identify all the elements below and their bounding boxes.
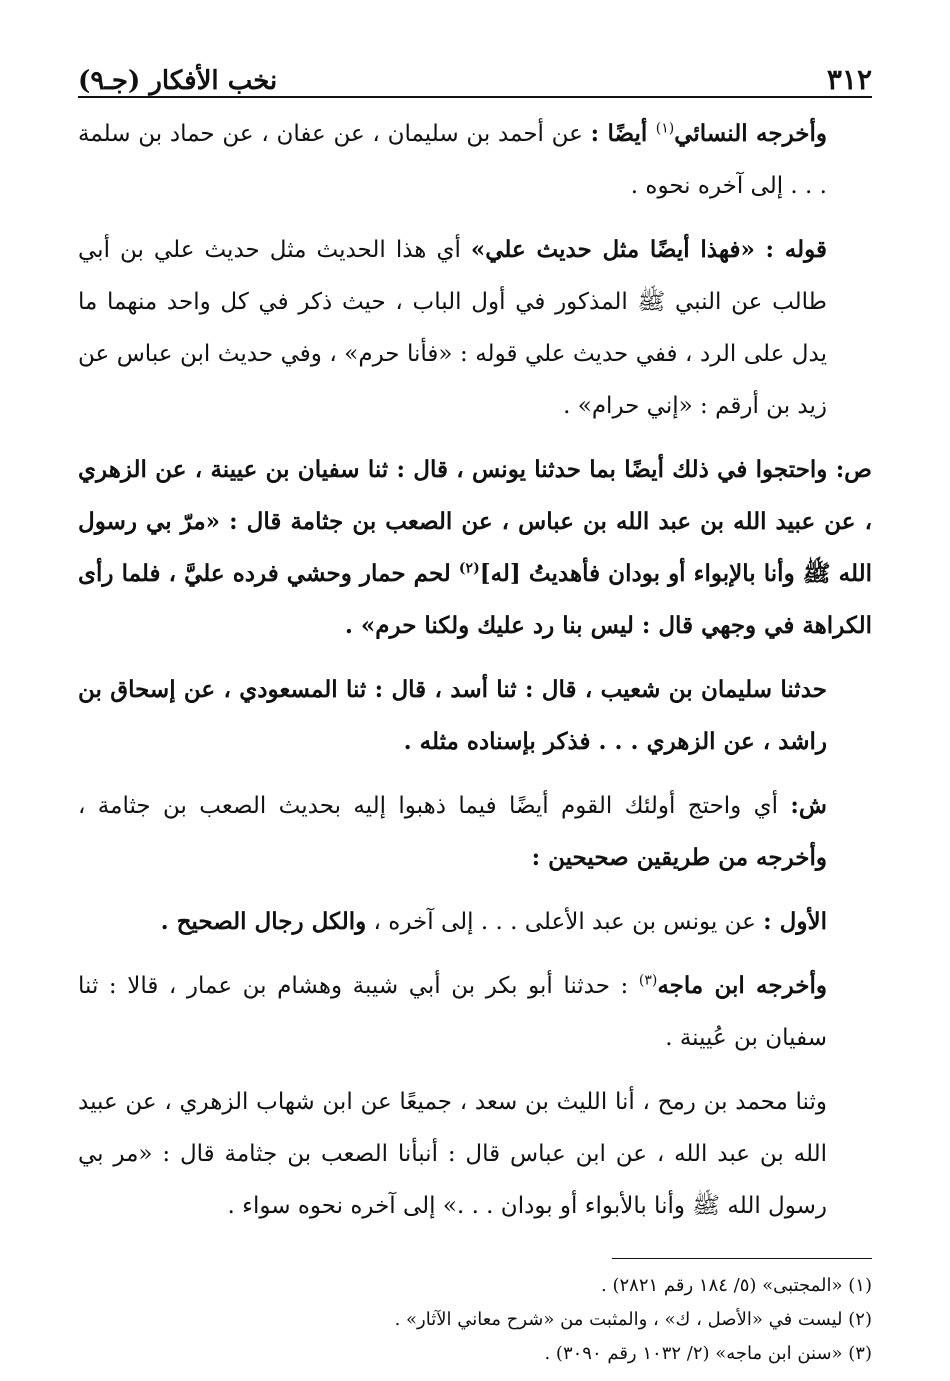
paragraph-sulayman: [78, 664, 872, 768]
phrase-bold: الأول :: [763, 908, 827, 935]
phrase-bold: والكل رجال الصحيح .: [160, 908, 367, 935]
footnote-2: (٢) ليست في «الأصل ، ك» ، والمثبت من «شرح معاني الآثار» .: [394, 1309, 872, 1330]
phrase-bold: قوله : «فهذا أيضًا مثل حديث علي»: [470, 236, 827, 263]
phrase-bold: وأخرجه ابن ماجه: [657, 972, 827, 999]
paragraph-first-chain: [78, 896, 872, 948]
page-number: ٣١٢: [826, 63, 872, 96]
phrase: لحم حمار وحشي فرده عليَّ ، فلما رأى الكراهة في وجهي قال : ليس بنا رد عليك ولكنا حرم» .: [78, 560, 872, 639]
phrase: : حدثنا أبو بكر بن أبي شيبة وهشام بن عمار ، قالا : ثنا سفيان بن عُيينة .: [78, 973, 827, 1051]
phrase-bold: ش:: [790, 792, 827, 819]
main-text: [78, 108, 872, 1232]
phrase-bold: وأخرجه من طريقين صحيحين :: [531, 844, 827, 871]
footnote-ref: (١): [655, 120, 675, 137]
paragraph-sad: [78, 444, 872, 652]
phrase-bold: وأخرجه النسائي: [674, 120, 828, 147]
paragraph-shin: [78, 780, 872, 884]
footnote-ref: (٢): [458, 560, 480, 577]
footnotes: [78, 1269, 872, 1371]
phrase: وثنا محمد بن رمح ، أنا الليث بن سعد ، جميعًا عن ابن شهاب الزهري ، عن عبيد الله بن عبد الله ، عن ابن عباس قال : أنبأنا الصعب بن جثامة قال : «مر بي رسول الله ﷺ وأنا بالأبواء أو بودان . . .» إلى آخره نحوه سواء .: [78, 1089, 827, 1219]
running-title: نخب الأفكار (جـ٩): [78, 66, 278, 96]
footnote-1: (١) «المجتبى» (٥/ ١٨٤ رقم ٢٨٢١) .: [601, 1275, 872, 1296]
paragraph-ibn-rumh: [78, 1076, 872, 1232]
paragraph-ibn-majah: [78, 960, 872, 1064]
phrase-bold: أيضًا :: [590, 120, 656, 147]
phrase: ص: واحتجوا في ذلك أيضًا بما حدثنا يونس ، قال : ثنا سفيان بن عيينة ، عن الزهري ، عن عبيد الله بن عبد الله بن عباس ، عن الصعب بن جثامة قال : «مرّ بي رسول الله ﷺ وأنا بالإبواء أو بودان فأهديتُ [له]: [78, 456, 873, 587]
footnote-ref: (٣): [638, 972, 658, 989]
paragraph-nasai: [78, 108, 872, 212]
phrase: أي هذا الحديث مثل حديث علي بن أبي طالب عن النبي ﷺ المذكور في أول الباب ، حيث ذكر في كل واحد منهما ما يدل على الرد ، ففي حديث علي قوله : «فأنا حرم» ، وفي حديث ابن عباس عن زيد بن أرقم : «إني حرام» .: [78, 237, 827, 419]
phrase: عن يونس بن عبد الأعلى . . . إلى آخره ،: [366, 909, 764, 935]
phrase: عن أحمد بن سليمان ، عن عفان ، عن حماد بن سلمة . . . إلى آخره نحوه .: [78, 121, 827, 199]
phrase: أي واحتج أولئك القوم أيضًا فيما ذهبوا إليه بحديث الصعب بن جثامة ،: [78, 793, 791, 819]
footnote-divider: [612, 1258, 872, 1259]
page-header: [78, 48, 872, 98]
footnote-3: (٣) «سنن ابن ماجه» (٢/ ١٠٣٢ رقم ٣٠٩٠) .: [544, 1343, 872, 1364]
phrase: حدثنا سليمان بن شعيب ، قال : ثنا أسد ، قال : ثنا المسعودي ، عن إسحاق بن راشد ، عن الزهري . . . فذكر بإسناده مثله .: [78, 676, 827, 755]
paragraph-qawluh: [78, 224, 872, 432]
